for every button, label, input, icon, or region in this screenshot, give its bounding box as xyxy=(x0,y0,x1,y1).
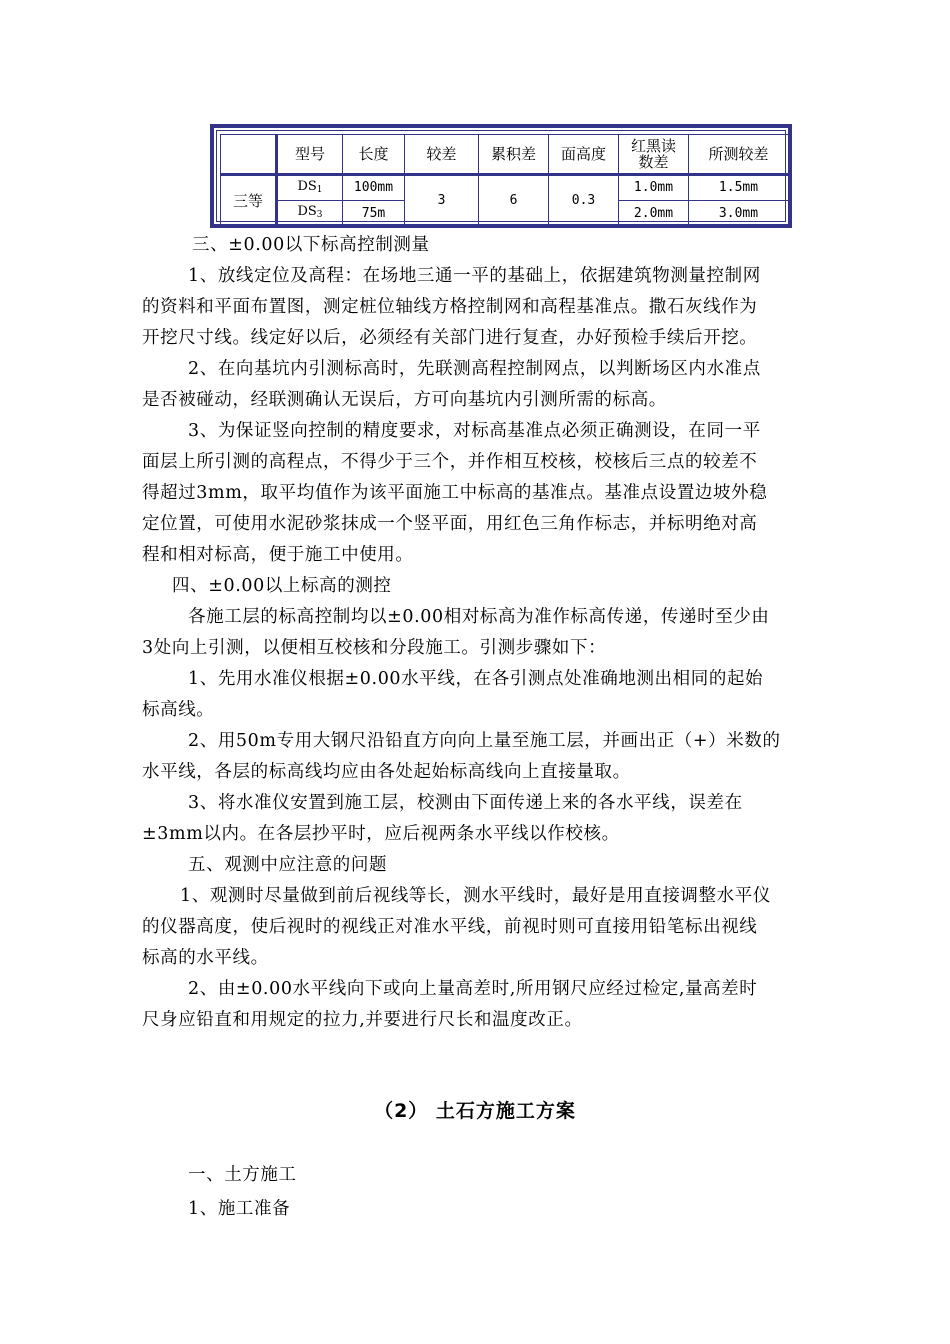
measured-cell: 3.0mm xyxy=(689,201,789,227)
text-line: 3处向上引测，以便相互校核和分段施工。引测步骤如下： xyxy=(142,638,607,658)
spec-table-frame xyxy=(210,124,792,228)
header-cell: 累积差 xyxy=(479,135,549,175)
text-line: 2、由±0.00水平线向下或向上量高差时,所用钢尺应经过检定,量高差时 xyxy=(188,979,758,999)
text-line: 面层上所引测的高程点，不得少于三个，并作相互校核，校核后三点的较差不 xyxy=(142,452,758,472)
text-line: 开挖尺寸线。线定好以后，必须经有关部门进行复查，办好预检手续后开挖。 xyxy=(142,328,758,348)
header-cell xyxy=(221,135,277,175)
text-line: 3、为保证竖向控制的精度要求，对标高基准点必须正确测设，在同一平 xyxy=(188,421,761,441)
text-line: 标高线。 xyxy=(142,700,215,720)
heading-below-zero: 三、±0.00以下标高控制测量 xyxy=(192,235,430,255)
red-black-cell: 1.0mm xyxy=(619,175,689,201)
text-line: ±3mm以内。在各层抄平时，应后视两条水平线以作校核。 xyxy=(142,824,620,844)
header-cell: 所测较差 xyxy=(689,135,789,175)
diff-cell: 3 xyxy=(405,175,479,227)
text-line: 的仪器高度，使后视时的视线正对准水平线，前视时则可直接用铅笔标出视线 xyxy=(142,917,758,937)
heading-earthwork: 一、土方施工 xyxy=(188,1165,297,1185)
table-row xyxy=(221,175,789,201)
text-line: 定位置，可使用水泥砂浆抹成一个竖平面，用红色三角作标志，并标明绝对高 xyxy=(142,514,758,534)
text-line: 程和相对标高，便于施工中使用。 xyxy=(142,545,414,565)
header-cell xyxy=(619,135,689,175)
heading-above-zero: 四、±0.00以上标高的测控 xyxy=(172,576,392,596)
cumulative-cell: 6 xyxy=(479,175,549,227)
measured-cell: 1.5mm xyxy=(689,175,789,201)
header-red-black-line2: 数差 xyxy=(638,153,669,171)
table-header-row xyxy=(221,135,789,175)
length-cell: 100mm xyxy=(343,175,405,201)
text-line: 得超过3mm，取平均值作为该平面施工中标高的基准点。基准点设置边坡外稳 xyxy=(142,483,768,503)
leveling-spec-table xyxy=(220,134,789,227)
text-line: 各施工层的标高控制均以±0.00相对标高为准作标高传递，传递时至少由 xyxy=(188,607,770,627)
length-cell: 75m xyxy=(343,201,405,227)
header-red-black-line1: 红黑读 xyxy=(630,137,676,155)
model-cell: $DS_1$ xyxy=(277,175,343,201)
model-cell: $DS_3$ xyxy=(277,201,343,227)
text-line: 是否被碰动，经联测确认无误后，方可向基坑内引测所需的标高。 xyxy=(142,390,667,410)
header-cell: 较差 xyxy=(405,135,479,175)
header-cell: 面高度 xyxy=(549,135,619,175)
surface-height-cell: 0.3 xyxy=(549,175,619,227)
heading-observation-notes: 五、观测中应注意的问题 xyxy=(188,855,388,875)
body-text-after xyxy=(142,1160,812,1225)
text-line: 标高的水平线。 xyxy=(142,948,269,968)
text-line: 水平线，各层的标高线均应由各处起始标高线向上直接量取。 xyxy=(142,762,631,782)
text-line: 的资料和平面布置图，测定桩位轴线方格控制网和高程基准点。撒石灰线作为 xyxy=(142,297,758,317)
text-line: 1、放线定位及高程：在场地三通一平的基础上，依据建筑物测量控制网 xyxy=(188,266,761,286)
red-black-cell: 2.0mm xyxy=(619,201,689,227)
text-line: 1、先用水准仪根据±0.00水平线，在各引测点处准确地测出相同的起始 xyxy=(188,669,764,689)
heading-preparation: 1、施工准备 xyxy=(188,1199,291,1219)
section-title: （2） 土石方施工方案 xyxy=(374,1100,576,1122)
text-line: 3、将水准仪安置到施工层，校测由下面传递上来的各水平线，误差在 xyxy=(188,793,743,813)
header-cell: 型号 xyxy=(277,135,343,175)
text-line: 1、观测时尽量做到前后视线等长，测水平线时，最好是用直接调整水平仪 xyxy=(180,886,771,906)
text-line: 尺身应铅直和用规定的拉力,并要进行尺长和温度改正。 xyxy=(142,1010,583,1030)
header-cell: 长度 xyxy=(343,135,405,175)
text-line: 2、在向基坑内引测标高时，先联测高程控制网点，以判断场区内水准点 xyxy=(188,359,761,379)
text-line: 2、用50m专用大钢尺沿铅直方向向上量至施工层，并画出正（+）米数的 xyxy=(188,731,781,751)
body-text xyxy=(142,230,812,1036)
grade-cell: 三等 xyxy=(221,175,277,227)
